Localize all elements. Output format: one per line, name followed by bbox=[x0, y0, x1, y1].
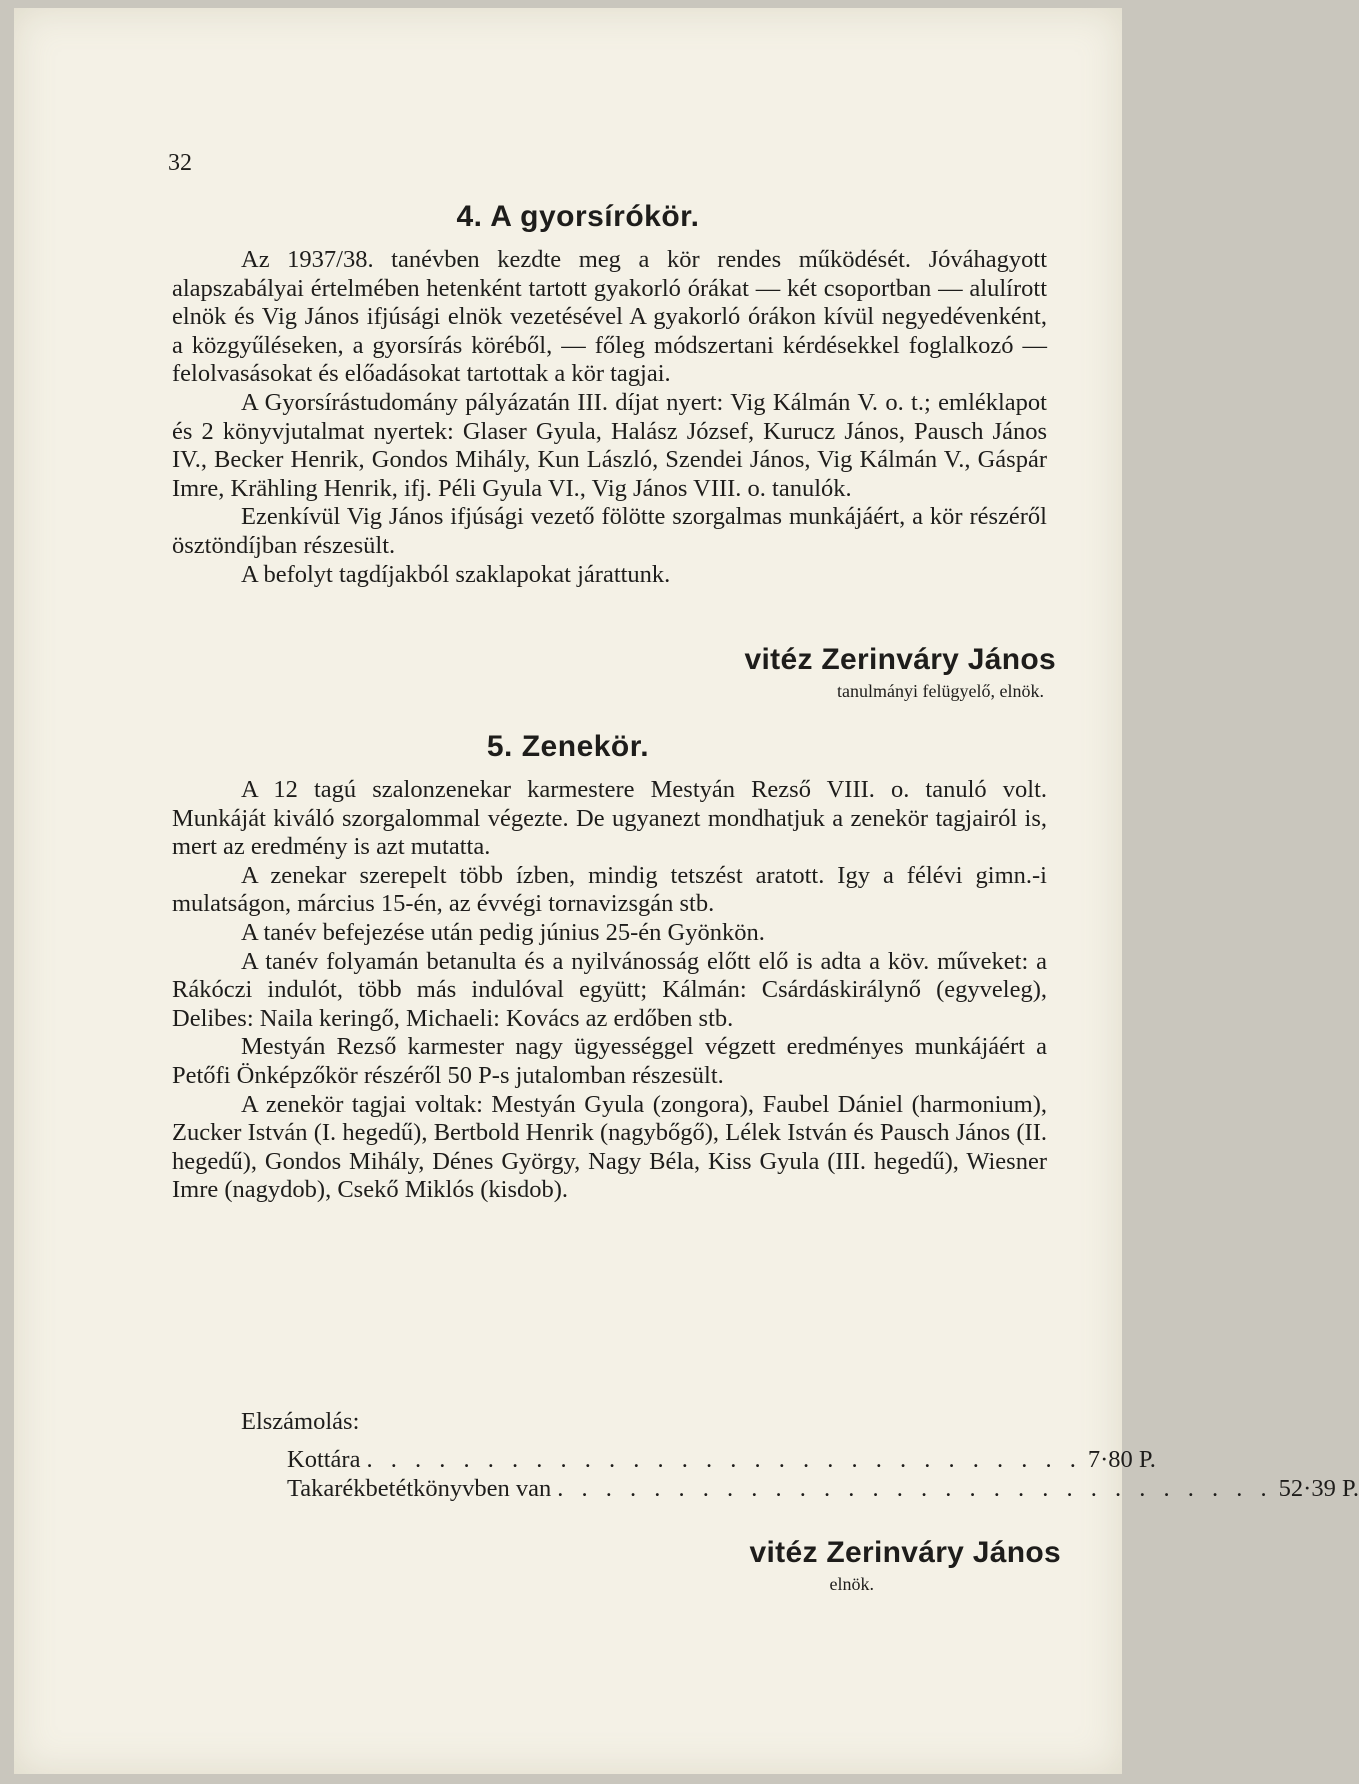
section-heading-gyorsirokor: 4. A gyorsírókör. bbox=[456, 200, 700, 233]
account-label: Takarékbetétkönyvben van bbox=[287, 1475, 552, 1502]
account-row bbox=[287, 1446, 1156, 1474]
signature-title: elnök. bbox=[829, 1574, 874, 1594]
signature-name: vitéz Zerinváry János bbox=[749, 1536, 1061, 1569]
paragraph: Ezenkívül Vig János ifjúsági vezető fölötte szorgalmas munkájáért, a kör részéről ösztöndíjban részesült. bbox=[172, 503, 1047, 559]
section-heading-zenekor: 5. Zenekör. bbox=[486, 730, 650, 763]
signature-title: tanulmányi felügyelő, elnök. bbox=[837, 681, 1044, 701]
leader-dots: . . . . . . . . . . . . . . . . . . . . . . . . . . . . . . bbox=[366, 1446, 1082, 1473]
section5-body bbox=[172, 776, 1047, 1205]
account-label: Kottára bbox=[287, 1446, 361, 1473]
paragraph: Mestyán Rezső karmester nagy ügyességgel végzett eredményes munkájáért a Petőfi Önképzőkör részéről 50 P-s jutalomban részesült. bbox=[172, 1033, 1047, 1089]
paragraph: A 12 tagú szalonzenekar karmestere Mestyán Rezső VIII. o. tanuló volt. Munkáját kiváló szorgalommal végezte. De ugyanezt mondhatjuk a zenekör tagjairól is, mert az eredmény is azt mutatta. bbox=[172, 776, 1047, 861]
page-number: 32 bbox=[168, 150, 192, 176]
paragraph: A zenekör tagjai voltak: Mestyán Gyula (zongora), Faubel Dániel (harmonium), Zucker István (I. hegedű), Bertbold Henrik (nagybőgő), Lélek István és Pausch János (II. hegedű), Gondos Mihály, Dénes György, Nagy Béla, Kiss Gyula (III. hegedű), Wiesner Imre (nagydob), Csekő Miklós (kisdob). bbox=[172, 1090, 1047, 1204]
paragraph: A Gyorsírástudomány pályázatán III. díjat nyert: Vig Kálmán V. o. t.; emléklapot és 2 könyvjutalmat nyertek: Glaser Gyula, Halász József, Kurucz János, Pausch János IV., Becker Henrik, Gondos Mihály, Kun László, Szendei János, Vig Kálmán V., Gáspár Imre, Krähling Henrik, ifj. Péli Gyula VI., Vig János VIII. o. tanulók. bbox=[172, 388, 1047, 502]
paragraph: A zenekar szerepelt több ízben, mindig tetszést aratott. Igy a félévi gimn.-i mulatságon, március 15-én, az évvégi tornavizsgán stb. bbox=[172, 861, 1047, 918]
accounts-heading: Elszámolás: bbox=[241, 1408, 360, 1435]
account-amount: 52·39 P. bbox=[1278, 1475, 1359, 1502]
paragraph: A tanév folyamán betanulta és a nyilvánosság előtt elő is adta a köv. műveket: a Rákóczi indulót, több más indulóval együtt; Kálmán: Csárdáskirálynő (egyveleg), Delibes: Naila keringő, Michaeli: Kovács az erdőben stb. bbox=[172, 947, 1047, 1032]
account-row bbox=[287, 1475, 1359, 1503]
signature-name: vitéz Zerinváry János bbox=[744, 643, 1056, 676]
paragraph: A befolyt tagdíjakból szaklapokat járattunk. bbox=[241, 560, 671, 588]
account-amount: 7·80 P. bbox=[1087, 1446, 1156, 1473]
section4-body bbox=[172, 246, 1047, 589]
leader-dots: . . . . . . . . . . . . . . . . . . . . . . . . . . . . . . bbox=[557, 1475, 1273, 1502]
document-page bbox=[14, 8, 1359, 1774]
paragraph: Az 1937/38. tanévben kezdte meg a kör rendes működését. Jóváhagyott alapszabályai értelmében hetenként tartott gyakorló órákat — két csoportban — alulírott elnök és Vig János ifjúsági elnök vezetésével A gyakorló órákon kívül negyedévenként, a közgyűléseken, a gyorsírás köréből, — főleg módszertani kérdésekkel foglalkozó — felolvasásokat és előadásokat tartottak a kör tagjai. bbox=[172, 246, 1047, 388]
paragraph: A tanév befejezése után pedig június 25-én Gyönkön. bbox=[241, 918, 765, 946]
